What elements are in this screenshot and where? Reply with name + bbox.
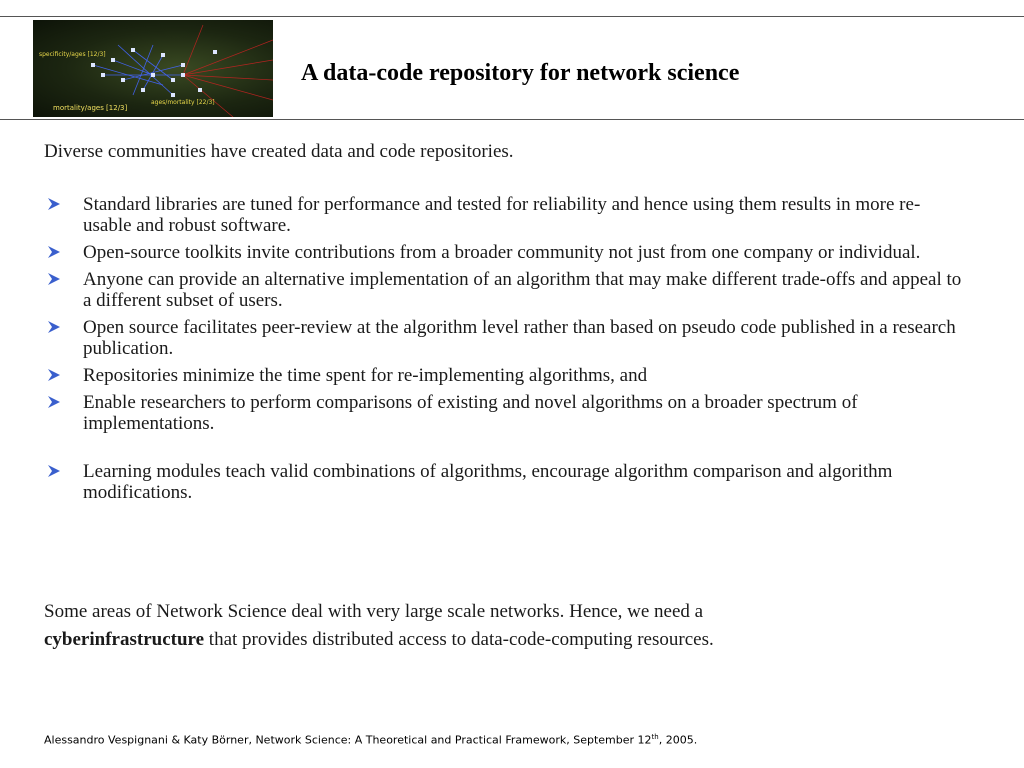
slide-footer	[44, 733, 697, 747]
arrowhead-bullet-icon	[47, 320, 61, 334]
bullet-item	[44, 392, 964, 434]
banner-label: ages/mortality [22/3]	[151, 99, 215, 106]
footer-superscript: th	[651, 733, 659, 741]
closing-paragraph	[44, 598, 944, 654]
arrowhead-bullet-icon	[47, 245, 61, 259]
banner-label: mortality/ages [12/3]	[53, 104, 128, 112]
header-rule-top	[0, 16, 1024, 17]
intro-text: Diverse communities have created data and code repositories.	[44, 141, 514, 162]
arrowhead-bullet-icon	[47, 368, 61, 382]
slide-title: A data-code repository for network science	[301, 60, 740, 86]
bullet-item	[44, 242, 964, 263]
arrowhead-bullet-icon	[47, 272, 61, 286]
bullet-item	[44, 269, 964, 311]
closing-text: Some areas of Network Science deal with very large scale networks. Hence, we need a	[44, 601, 704, 622]
bullet-item	[44, 461, 964, 503]
arrowhead-bullet-icon	[47, 464, 61, 478]
footer-suffix: , 2005.	[658, 733, 698, 747]
arrowhead-bullet-icon	[47, 197, 61, 211]
header-rule-bottom	[0, 119, 1024, 120]
bullet-text: Open-source toolkits invite contributions from a broader community not just from one company or individual.	[83, 242, 921, 263]
bullet-text: Learning modules teach valid combinations of algorithms, encourage algorithm comparison and algorithm modifications.	[83, 461, 893, 503]
network-graph-illustration	[33, 20, 273, 117]
bullet-text: Open source facilitates peer-review at the algorithm level rather than based on pseudo code published in a research publication.	[83, 317, 956, 359]
bullet-item	[44, 317, 964, 359]
footer-text: Alessandro Vespignani & Katy Börner, Network Science: A Theoretical and Practical Framework, September 12	[44, 733, 652, 747]
closing-bold-term: cyberinfrastructure	[44, 629, 205, 650]
banner-label: specificity/ages [12/3]	[39, 51, 106, 58]
network-banner-image	[33, 20, 273, 117]
arrowhead-bullet-icon	[47, 395, 61, 409]
closing-text-end: that provides distributed access to data-code-computing resources.	[204, 629, 714, 650]
bullet-text: Anyone can provide an alternative implementation of an algorithm that may make different trade-offs and appeal to a different subset of users.	[83, 269, 962, 311]
bullet-text: Enable researchers to perform comparisons of existing and novel algorithms on a broader spectrum of implementations.	[83, 392, 858, 434]
bullet-item	[44, 365, 964, 386]
bullet-item	[44, 194, 964, 236]
bullet-list	[44, 194, 964, 509]
bullet-text: Repositories minimize the time spent for re-implementing algorithms, and	[83, 365, 648, 386]
bullet-text: Standard libraries are tuned for performance and tested for reliability and hence using them results in more re-usable and robust software.	[83, 194, 921, 236]
